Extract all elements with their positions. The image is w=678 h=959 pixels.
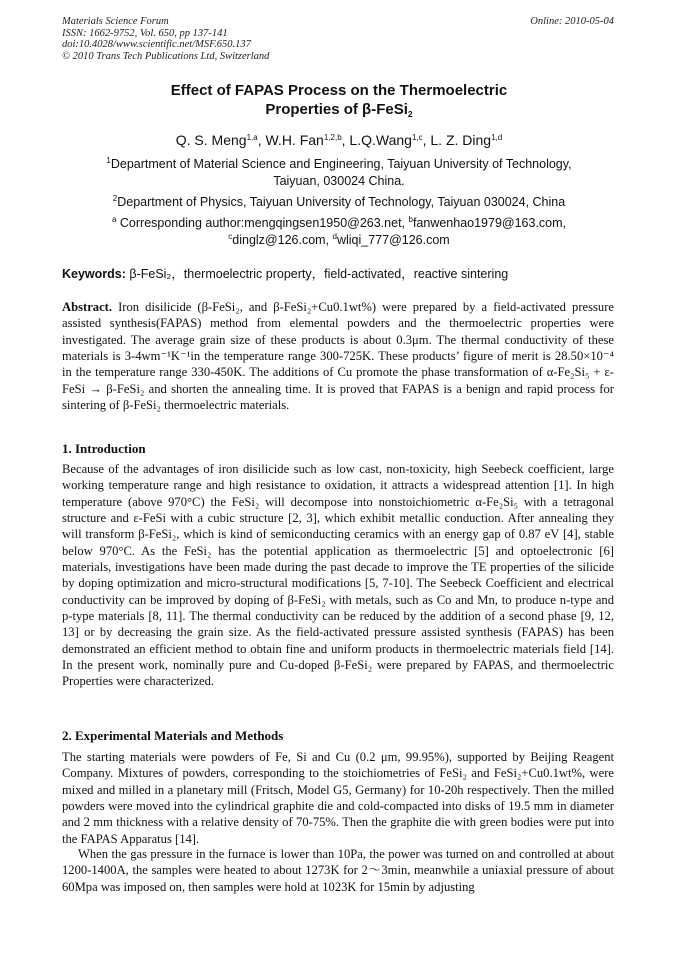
emails-line-2 (70, 232, 608, 249)
methods-text: The starting materials were powders of Fe, Si and Cu (0.2 μm, 99.95%), supported by Beijing Reagent Company. Mixtures of powders, corresponding to the stoichiometries of FeSi₂ and FeSi₂+Cu0.1wt%, were mixed and milled in a planetary mill (Fritsch, Model G5, Germany) for 10-20h respectively. Then the milled powders were moved into the cylindrical graphite die and cold-compacted into disks of 19.5 mm in diameter and 2 mm thickness with a relative density of 70-75%. Then the graphite die with green bodies were put into the FAPAS Apparatus [14]. (62, 750, 614, 846)
paper-title (40, 81, 638, 119)
keywords-label: Keywords: (62, 267, 126, 281)
correspondence-emails (70, 215, 608, 249)
author-list (40, 131, 638, 149)
author-separator: , (257, 132, 266, 148)
author-separator: , (422, 132, 431, 148)
journal-doi: doi:10.4028/www.scientific.net/MSF.650.137 (62, 39, 251, 50)
title-line-2 (40, 100, 638, 119)
abstract-text: Iron disilicide (β-FeSi₂, and β-FeSi₂+Cu0.1wt%) were prepared by a field-activated pressure assisted synthesis(FAPAS) method from elemental powders and the thermoelectric properties were investigated. The average grain size of these products is about 0.3μm. The thermal conductivity of these materials is 3-4wm⁻¹K⁻¹in the temperature range 300-725K. These products’ figure of merit is 28.50×10⁻⁴ in the temperature range 330-450K. The additions of Cu promote the phase transformation of α-Fe₂Si₅ + ε-FeSi → β-FeSi₂ and shorten the annealing time. It is proved that FAPAS is a benign and rapid process for sintering of β-FeSi₂ thermoelectric materials. (62, 300, 614, 413)
author-affil-sup: 1,a (246, 133, 258, 142)
email-a: Corresponding author:mengqingsen1950@263.net, (116, 216, 409, 230)
online-date: Online: 2010-05-04 (530, 16, 614, 27)
introduction-text: Because of the advantages of iron disilicide such as low cast, non-toxicity, high Seebeck coefficient, large working temperature range and high resistance to oxidation, it attracts a widespread attention [1]. In high temperature (above 970°C) the FeSi₂ will decompose into nonstoichiometric α-Fe₂Si₅ with a tetragonal structure and ε-FeSi with a cubic structure [2, 3], which exhibit metallic conduction. After annealing they will transform β-FeSi₂, which is kind of semiconducting ceramics with an energy gap of 0.87 eV [4], stable below 970°C. As the FeSi₂ has the potential application as thermoelectric [5] and optoelectronic [6] materials, investigations have been made during the past decade to improve the TE properties of the silicide by doping optimization and micro-structural modifications [5, 7-10]. The Seebeck Coefficient and electrical conductivity can be improved by doping of β-FeSi₂ with metals, such as Co and Mn, to produce n-type and p-type materials [8, 11]. The thermal conductivity can be reduced by the addition of a second phase [9, 12, 13] or by decreasing the grain size. As the field-activated pressure assisted synthesis (FAPAS) has been demonstrated an efficient method to obtain fine and uniform products in thermoelectric materials field [14]. In the present work, nominally pure and Cu-doped β-FeSi₂ were prepared by FAPAS, and thermoelectric Properties were characterized. (62, 462, 614, 689)
affiliation-2-sup: 2 (112, 194, 118, 203)
journal-issn: ISSN: 1662-9752, Vol. 650, pp 137-141 (62, 27, 228, 39)
section-heading-methods: 2. Experimental Materials and Methods (62, 728, 284, 743)
author-affil-sup: 1,d (491, 133, 503, 142)
email-c: dinglz@126.com, (232, 233, 333, 247)
email-b: fanwenhao1979@163.com, (412, 216, 567, 230)
keywords (62, 266, 622, 282)
journal-name: Materials Science Forum (62, 16, 169, 27)
author-name: Q. S. Meng (175, 132, 247, 148)
affiliation-1-line-1 (70, 156, 608, 173)
methods-text-2: When the gas pressure in the furnace is lower than 10Pa, the power was turned on and controlled at about 1200-1400A, the samples were heated to about 1273K for 2～3min, meanwhile a uniaxial pressure of about 60Mpa was imposed on, then samples were hold at 1023K for 15min by adjusting (62, 847, 614, 894)
abstract (62, 299, 614, 413)
author-affil-sup: 1,c (411, 133, 423, 142)
affiliation-1-line-2: Taiyuan, 030024 China. (273, 174, 405, 188)
journal-header (62, 16, 269, 62)
email-sup-b: b (408, 215, 413, 224)
email-d: wliqi_777@126.com (336, 233, 450, 247)
title-line-2-text: Properties of β-FeSi (265, 101, 408, 118)
author-name: L. Z. Ding (430, 132, 492, 148)
affiliation-2-text: Department of Physics, Taiyuan University of Technology, Taiyuan 030024, China (117, 195, 566, 209)
emails-line-1 (70, 215, 608, 232)
title-line-2-sub: 2 (407, 109, 413, 119)
abstract-label: Abstract. (62, 300, 113, 314)
section-heading-introduction: 1. Introduction (62, 441, 146, 456)
affiliation-2 (70, 194, 608, 211)
email-sup-c: c (228, 232, 233, 241)
title-line-1: Effect of FAPAS Process on the Thermoelectric (170, 82, 508, 99)
email-sup-d: d (332, 232, 337, 241)
author-separator: , (341, 132, 350, 148)
author-name: L.Q.Wang (349, 132, 412, 148)
affiliation-1-text-1: Department of Material Science and Engineering, Taiyuan University of Technology, (110, 157, 572, 171)
author-affil-sup: 1,2,b (323, 133, 342, 142)
email-sup-a: a (111, 215, 117, 224)
affiliation-1 (70, 156, 608, 190)
author-name: W.H. Fan (265, 132, 324, 148)
keywords-text: β-FeSi₂，thermoelectric property，field-activated，reactive sintering (125, 267, 509, 281)
affiliation-1-sup: 1 (106, 156, 111, 165)
journal-copyright: © 2010 Trans Tech Publications Ltd, Switzerland (62, 50, 270, 62)
